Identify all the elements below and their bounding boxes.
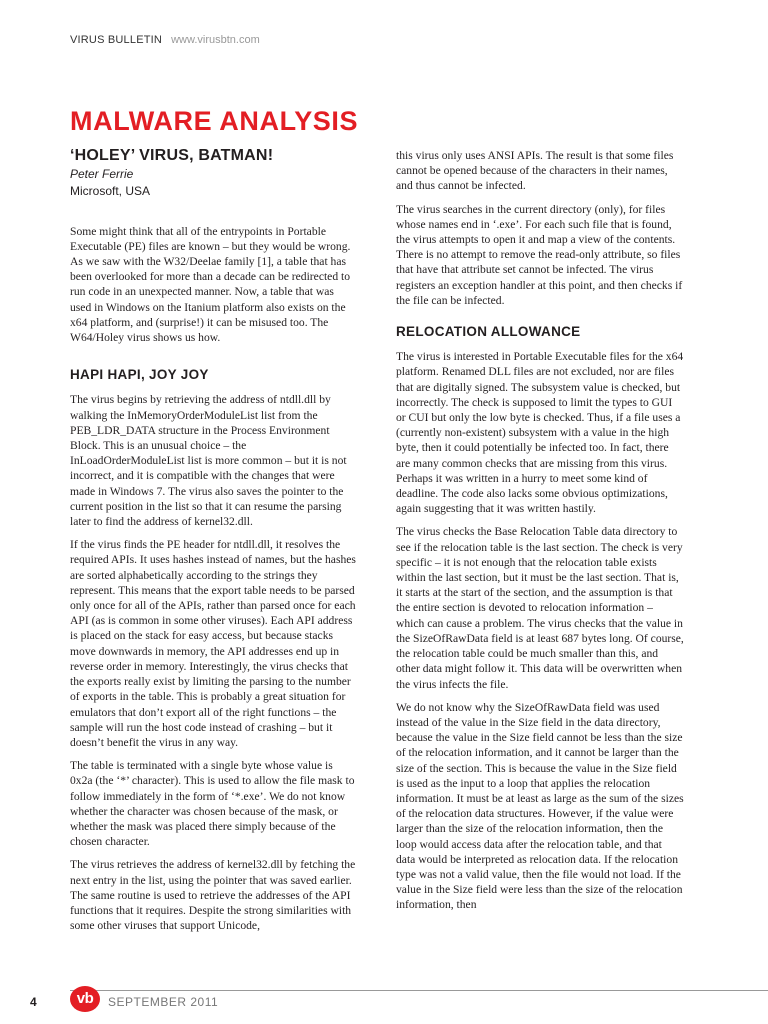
body-paragraph: The virus checks the Base Relocation Table data directory to see if the relocation table is the last section. The check is very specific – it is not enough that the relocation table exists within the last section, but it must be the last section. That is, it starts at the start of the section, and the assumption is that the entire section is devoted to relocation information – which can cause a problem. The virus checks that the value in the SizeOfRawData field is at least 687 bytes long. Of course, the relocation table could be much smaller than this, and other data might follow it. This data will be overwritten when the virus infects the file. [396, 525, 684, 691]
body-paragraph: this virus only uses ANSI APIs. The result is that some files cannot be opened because of the characters in their names, and thus cannot be infected. [396, 149, 674, 193]
left-column [70, 148, 358, 941]
body-paragraph: The table is terminated with a single byte whose value is 0x2a (the ‘*’ character). This is used to allow the file mask to follow immediately in the form of ‘*.exe’. We do not know whether the character was chosen because of the mask, or whether the mask was placed there simply because of the chosen character. [70, 759, 355, 849]
body-paragraph: If the virus finds the PE header for ntdll.dll, it resolves the required APIs. It uses hashes instead of names, but the hashes are sorted alphabetically according to the strings they represent. This means that the export table needs to be parsed only once for all of the APIs, rather than parsed once for each API (as is common in some other viruses). Each API address is placed on the stack for easy access, but because stacks move downwards in memory, the API addresses end up in reverse order in memory. Interestingly, the virus checks that the exports really exist by limiting the parsing to the number of exports in the table. This is probably a great situation for emulators that don’t export all of the right functions – the sample will run the host code instead of crashing – but it doesn’t benefit the virus in any way. [70, 538, 356, 749]
publication-name: VIRUS BULLETIN [70, 34, 163, 46]
vb-logo: vb [70, 986, 100, 1012]
body-paragraph: The virus searches in the current directory (only), for files whose names end in ‘.exe’. For each such file that is found, the virus attempts to open it and map a view of the contents. There is no attempt to remove the read-only attribute, so files that have that attribute set cannot be infected. The virus registers an exception handler at this point, and then checks if the file can be infected. [396, 202, 683, 307]
article-title: ‘HOLEY’ VIRUS, BATMAN! [70, 147, 274, 164]
right-column [396, 148, 684, 921]
body-paragraph: The virus begins by retrieving the address of ntdll.dll by walking the InMemoryOrderModuleList list from the PEB_LDR_DATA structure in the Process Environment Block. This is an unusual choice – the InLoadOrderModuleList list is more common – but it is not incorrect, and it is compatible with the changes that were made in Windows 7. The virus also saves the pointer to the current position in the list so that it can resume the parsing later to find the address of kernel32.dll. [70, 393, 347, 529]
subheading-relocation-allowance: RELOCATION ALLOWANCE [396, 324, 581, 340]
subheading-hapi-hapi: HAPI HAPI, JOY JOY [70, 367, 209, 383]
article-author: Peter Ferrie [70, 167, 134, 182]
publication-url[interactable]: www.virusbtn.com [171, 34, 260, 46]
section-title: MALWARE ANALYSIS [70, 106, 359, 136]
page-number: 4 [30, 995, 37, 1009]
body-paragraph: The virus is interested in Portable Executable files for the x64 platform. Renamed DLL files are not excluded, nor are files that are digitally signed. The subsystem value is checked, but incorrectly. The check is supposed to limit the types to GUI or CUI but only the low byte is checked. Thus, if a file uses a (currently non-existent) subsystem with a value in the high byte, then it could potentially be infected too. In fact, there are many common checks that are missing from this virus. Perhaps it was written in a hurry to meet some kind of deadline. The code also lacks some obvious optimizations, again suggesting that it was written hastily. [396, 350, 684, 516]
footer-divider [70, 990, 768, 991]
issue-date: SEPTEMBER 2011 [108, 995, 219, 1009]
author-affiliation: Microsoft, USA [70, 184, 151, 199]
running-header [70, 34, 260, 46]
body-paragraph: The virus retrieves the address of kernel32.dll by fetching the next entry in the list, using the pointer that was saved earlier. The same routine is used to retrieve the addresses of the API functions that it requires. Despite the strong similarities with some other viruses that support Unicode, [70, 858, 356, 933]
body-paragraph: We do not know why the SizeOfRawData field was used instead of the value in the Size field in the data directory, because the value in the Size field cannot be less than the size of the relocation information, and it cannot be larger than the size of the section. This is because the value in the Size field is used as the input to a loop that applies the relocation information. It must be at least as large as the sum of the sizes of the relocation data structures. However, if the value were larger than the size of the relocation information, then the loop would access data after the relocation table, and that data would be interpreted as relocation data. If the relocation type was not a valid value, then the file would not load. If the value in the Size field were less than the size of the relocation information, then [396, 700, 684, 912]
intro-paragraph: Some might think that all of the entrypoints in Portable Executable (PE) files are known – but they would be wrong. As we saw with the W32/Deelae family [1], a table that has been overlooked for more than a decade can be redirected to run code in an unexpected manner. Now, a table that was used in Windows on the Itanium platform also exists on the x64 platform, and (surprise!) it can be misused too. The W64/Holey virus shows us how. [70, 224, 351, 345]
